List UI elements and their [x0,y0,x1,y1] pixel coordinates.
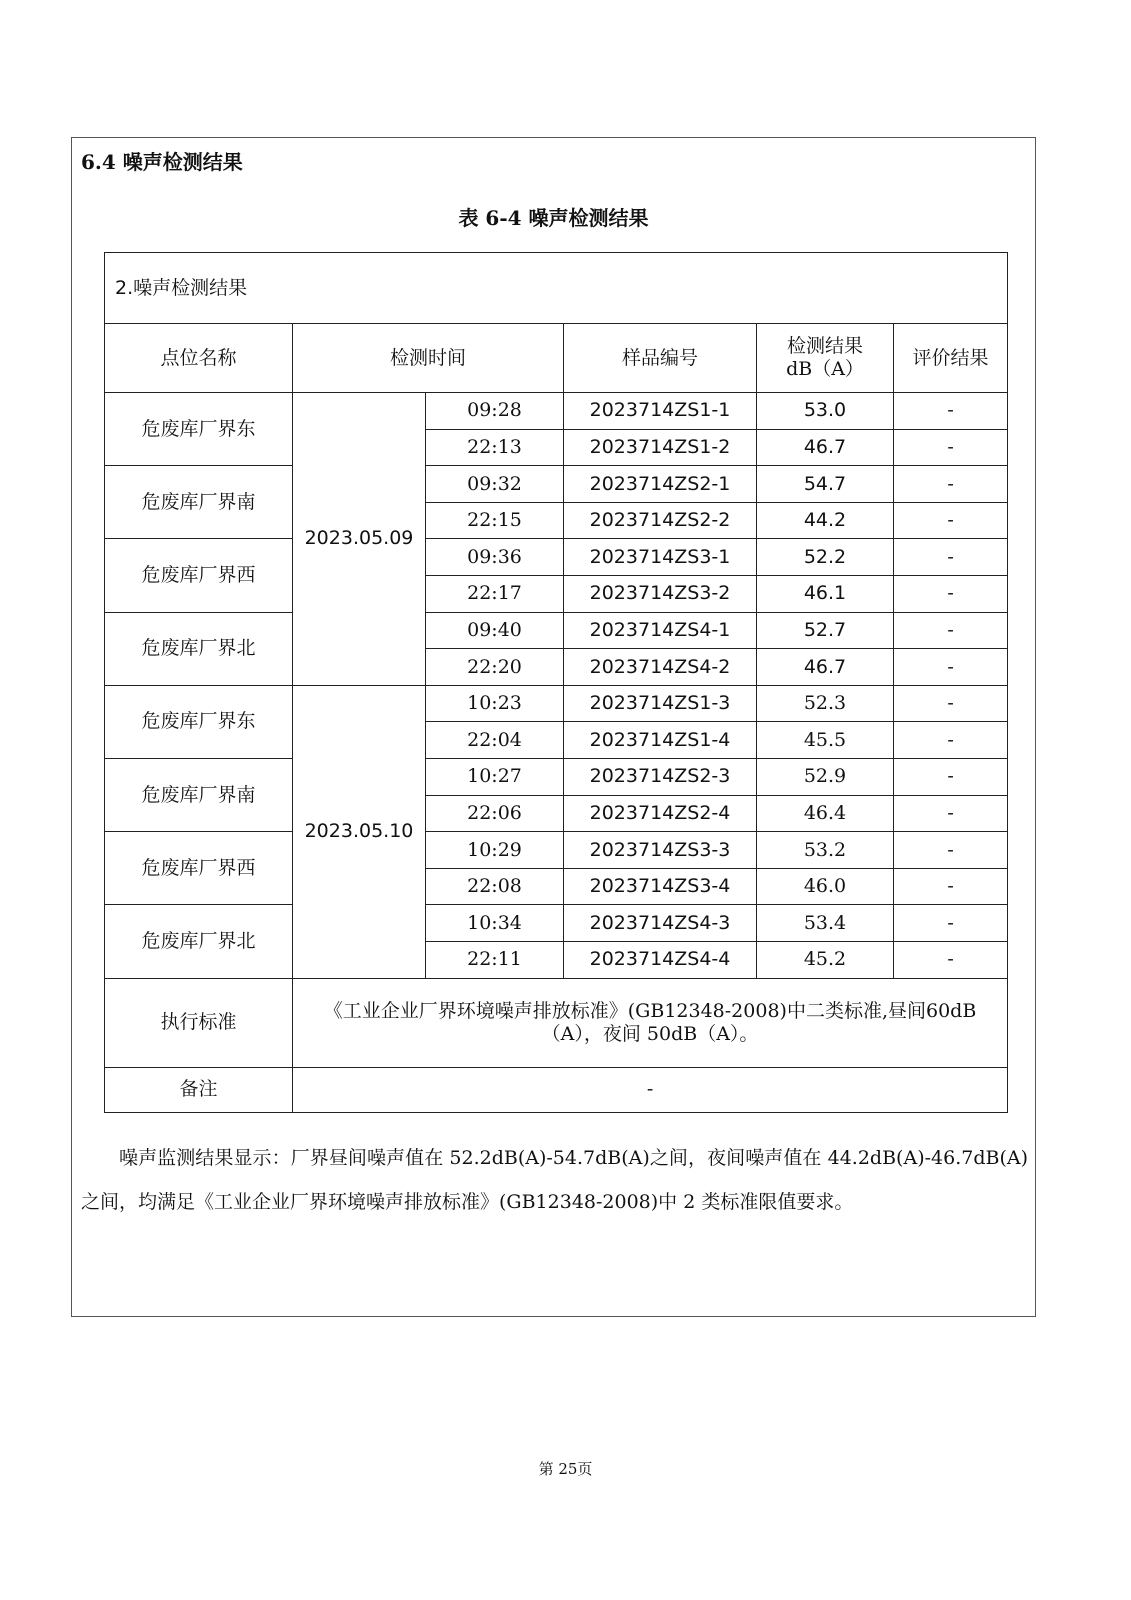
result-cell: 52.9 [757,758,894,795]
time-cell: 10:23 [426,685,564,722]
location-cell: 危废库厂界西 [105,832,293,905]
standard-row [105,978,1008,1067]
summary-paragraph [81,1136,1028,1224]
table-row [105,393,1008,430]
sample-id-cell: 2023714ZS3-3 [564,832,757,869]
location-cell: 危废库厂界南 [105,758,293,831]
sample-id-cell: 2023714ZS4-4 [564,941,757,978]
table-row [105,539,1008,576]
location-cell: 危废库厂界北 [105,612,293,685]
table-title: 表 6-4 噪声检测结果 [458,206,649,230]
header-result-line2: dB（A） [786,358,864,380]
sample-id-cell: 2023714ZS3-1 [564,539,757,576]
header-evaluation: 评价结果 [894,324,1008,393]
location-cell: 危废库厂界南 [105,466,293,539]
time-cell: 22:06 [426,795,564,832]
summary-text: 噪声监测结果显示：厂界昼间噪声值在 52.2dB(A)-54.7dB(A)之间，夜间噪声值在 44.2dB(A)-46.7dB(A)之间，均满足《工业企业厂界环境噪声排放标准》(GB12348-2008)中 2 类标准限值要求。 [81,1147,1028,1213]
date-cell: 2023.05.10 [293,685,426,978]
result-cell: 44.2 [757,502,894,539]
location-cell: 危废库厂界北 [105,905,293,978]
remark-label: 备注 [105,1067,293,1112]
evaluation-cell: - [894,722,1008,759]
table-row [105,466,1008,503]
evaluation-cell: - [894,685,1008,722]
evaluation-cell: - [894,612,1008,649]
standard-label: 执行标准 [105,978,293,1067]
location-cell: 危废库厂界东 [105,685,293,758]
time-cell: 09:32 [426,466,564,503]
evaluation-cell: - [894,539,1008,576]
evaluation-cell: - [894,429,1008,466]
evaluation-cell: - [894,466,1008,503]
table-row [105,758,1008,795]
result-cell: 46.1 [757,575,894,612]
table-row [105,832,1008,869]
evaluation-cell: - [894,758,1008,795]
time-cell: 09:40 [426,612,564,649]
evaluation-cell: - [894,832,1008,869]
result-cell: 46.7 [757,649,894,686]
evaluation-cell: - [894,795,1008,832]
sample-id-cell: 2023714ZS2-3 [564,758,757,795]
sample-id-cell: 2023714ZS1-2 [564,429,757,466]
evaluation-cell: - [894,502,1008,539]
sample-id-cell: 2023714ZS3-4 [564,868,757,905]
time-cell: 22:08 [426,868,564,905]
remark-row [105,1067,1008,1112]
standard-text: 《工业企业厂界环境噪声排放标准》(GB12348-2008)中二类标准,昼间60dB（A），夜间 50dB（A）。 [293,978,1008,1067]
time-cell: 22:15 [426,502,564,539]
sample-id-cell: 2023714ZS2-4 [564,795,757,832]
result-cell: 52.2 [757,539,894,576]
result-cell: 53.4 [757,905,894,942]
table-row [105,685,1008,722]
header-sample: 样品编号 [564,324,757,393]
time-cell: 10:29 [426,832,564,869]
time-cell: 22:20 [426,649,564,686]
result-cell: 52.3 [757,685,894,722]
result-cell: 45.5 [757,722,894,759]
evaluation-cell: - [894,649,1008,686]
time-cell: 22:04 [426,722,564,759]
time-cell: 10:27 [426,758,564,795]
result-cell: 46.7 [757,429,894,466]
evaluation-cell: - [894,575,1008,612]
section-heading: 6.4 噪声检测结果 [81,150,243,174]
sample-id-cell: 2023714ZS4-1 [564,612,757,649]
evaluation-cell: - [894,905,1008,942]
result-cell: 53.0 [757,393,894,430]
sample-id-cell: 2023714ZS3-2 [564,575,757,612]
sample-id-cell: 2023714ZS4-3 [564,905,757,942]
table-subtitle: 2.噪声检测结果 [105,253,1008,324]
table-row [105,612,1008,649]
result-cell: 45.2 [757,941,894,978]
header-location: 点位名称 [105,324,293,393]
result-cell: 46.0 [757,868,894,905]
evaluation-cell: - [894,393,1008,430]
page-number: 第 25页 [538,1460,593,1478]
time-cell: 22:11 [426,941,564,978]
sample-id-cell: 2023714ZS2-1 [564,466,757,503]
date-cell: 2023.05.09 [293,393,426,686]
remark-value: - [293,1067,1008,1112]
noise-results-table [104,252,1008,1113]
result-cell: 52.7 [757,612,894,649]
sample-id-cell: 2023714ZS2-2 [564,502,757,539]
time-cell: 22:17 [426,575,564,612]
time-cell: 09:28 [426,393,564,430]
sample-id-cell: 2023714ZS1-3 [564,685,757,722]
time-cell: 09:36 [426,539,564,576]
location-cell: 危废库厂界西 [105,539,293,612]
result-cell: 54.7 [757,466,894,503]
header-result-line1: 检测结果 [786,335,863,358]
evaluation-cell: - [894,868,1008,905]
location-cell: 危废库厂界东 [105,393,293,466]
time-cell: 10:34 [426,905,564,942]
result-cell: 46.4 [757,795,894,832]
sample-id-cell: 2023714ZS1-4 [564,722,757,759]
evaluation-cell: - [894,941,1008,978]
time-cell: 22:13 [426,429,564,466]
header-time: 检测时间 [293,324,564,393]
result-cell: 53.2 [757,832,894,869]
header-result [757,324,894,393]
sample-id-cell: 2023714ZS4-2 [564,649,757,686]
table-row [105,905,1008,942]
report-frame [71,137,1036,1317]
sample-id-cell: 2023714ZS1-1 [564,393,757,430]
